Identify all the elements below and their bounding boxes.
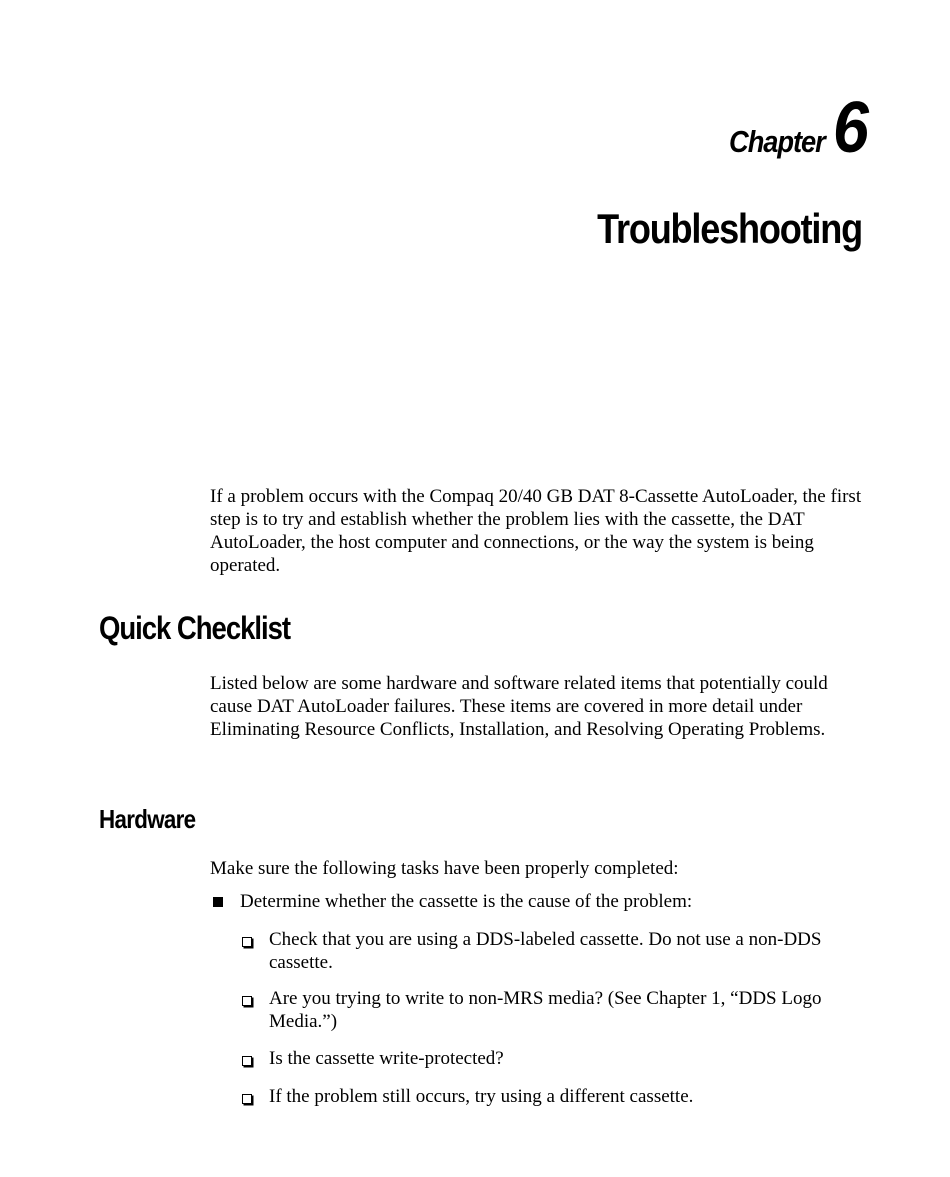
hardware-intro: Make sure the following tasks have been properly completed: <box>210 858 679 879</box>
checklist-item-text: Are you trying to write to non-MRS media? (See Chapter 1, “DDS Logo Media.”) <box>269 988 822 1032</box>
intro-paragraph: If a problem occurs with the Compaq 20/40 GB DAT 8-Cassette AutoLoader, the first step is to try and establish whether the problem lies with the cassette, the DAT AutoLoader, the host computer and connections, or the way the system is being operated. <box>210 486 862 576</box>
checkbox-bullet-icon <box>242 1094 252 1104</box>
chapter-number: 6 <box>832 88 868 168</box>
checkbox-bullet-icon <box>242 1056 252 1066</box>
chapter-label <box>716 88 868 168</box>
checklist-item-text: If the problem still occurs, try using a different cassette. <box>269 1086 694 1107</box>
chapter-word: Chapter <box>729 124 825 159</box>
checklist-item-text: Check that you are using a DDS-labeled cassette. Do not use a non-DDS cassette. <box>269 929 822 973</box>
checklist-item-text: Is the cassette write-protected? <box>269 1048 504 1069</box>
hardware-heading: Hardware <box>99 804 196 834</box>
bullet-text: Determine whether the cassette is the cause of the problem: <box>240 891 693 912</box>
checkbox-bullet-icon <box>242 937 252 947</box>
checkbox-bullet-icon <box>242 996 252 1006</box>
chapter-title: Troubleshooting <box>597 205 862 252</box>
quick-checklist-paragraph: Listed below are some hardware and software related items that potentially could cause DAT AutoLoader failures. These items are covered in more detail under Eliminating Resource Conflicts, Installation, and Resolving Operating Problems. <box>210 673 828 740</box>
square-bullet-icon <box>213 897 223 907</box>
quick-checklist-heading: Quick Checklist <box>99 610 291 646</box>
